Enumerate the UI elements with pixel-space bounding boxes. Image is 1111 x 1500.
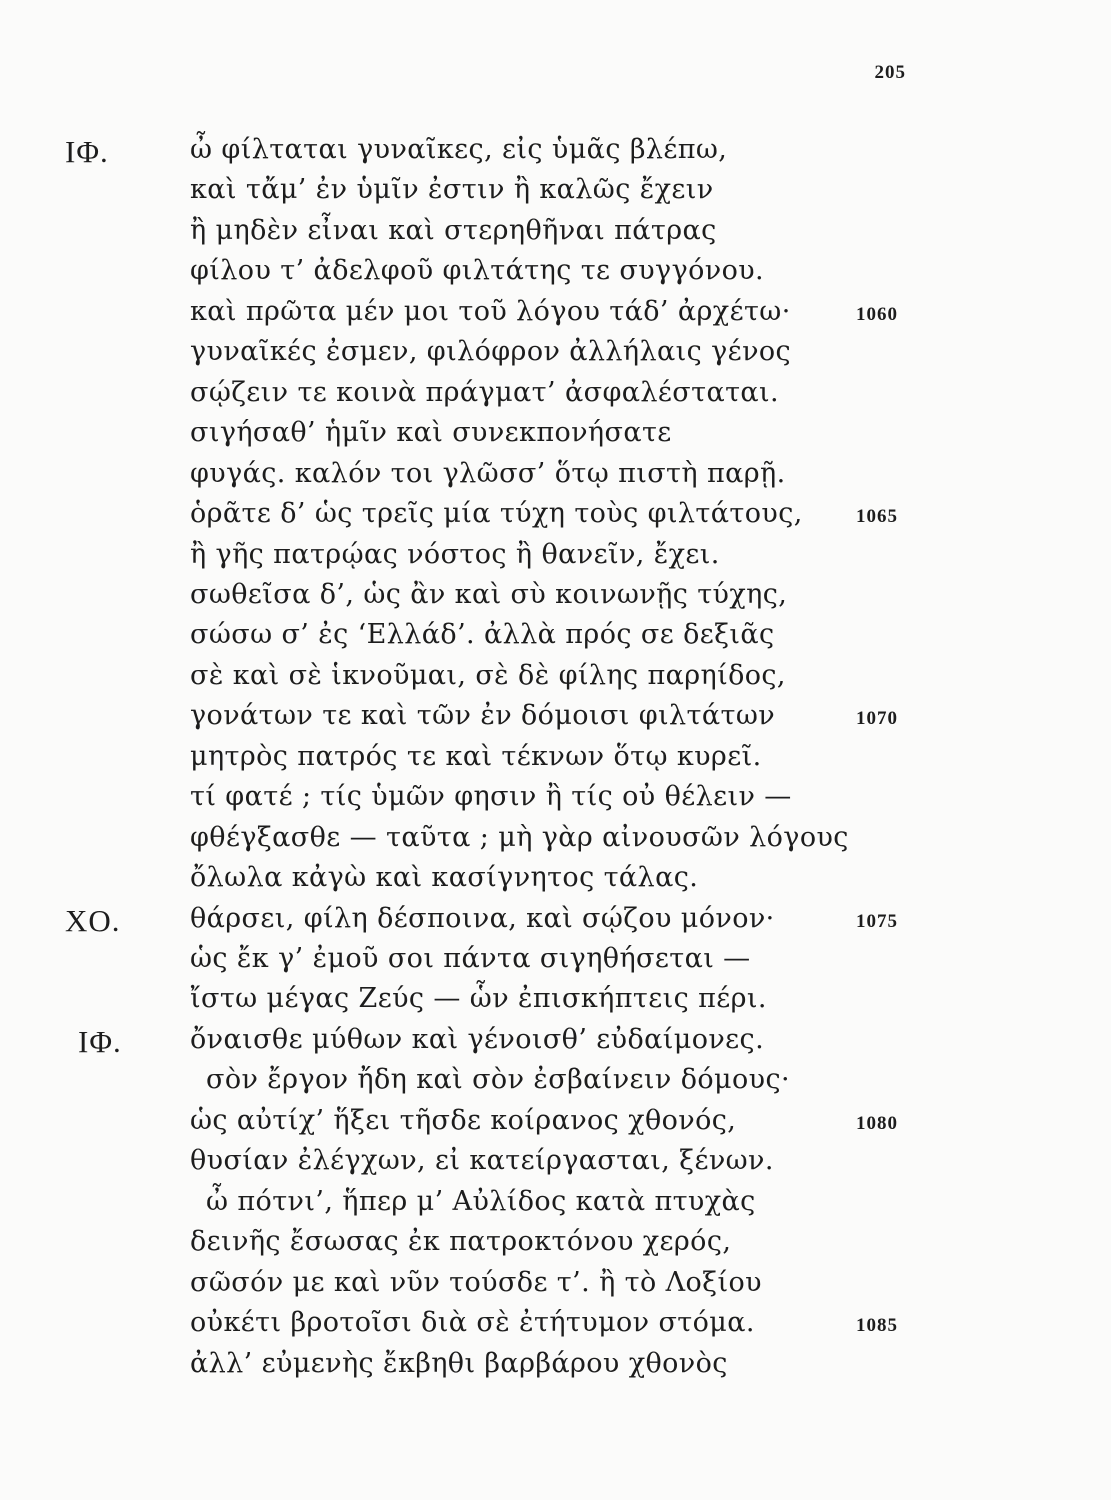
line-number: 1065 xyxy=(856,506,898,528)
line-number: 1070 xyxy=(856,708,898,730)
verse-line xyxy=(0,981,1111,1021)
line-number: 1060 xyxy=(856,303,898,325)
verse-text-line: ὄναισθε μύθων καὶ γένοισθ’ εὐδαίμονες. xyxy=(190,1023,765,1055)
verse-text-line: ἢ γῆς πατρῴας νόστος ἢ θανεῖν, ἔχει. xyxy=(190,538,720,570)
verse-text-line: ὦ πότνι’, ἥπερ μ’ Αὐλίδος κατὰ πτυχὰς xyxy=(206,1185,756,1217)
verse-text-line: γυναῖκές ἐσμεν, φιλόφρον ἀλλήλαις γένος xyxy=(190,336,792,368)
verse-text-line: ὦ φίλταται γυναῖκες, εἰς ὑμᾶς βλέπω, xyxy=(190,134,728,165)
verse-text-line: ἴστω μέγας Ζεύς — ὧν ἐπισκήπτεις πέρι. xyxy=(190,983,767,1015)
verse-text-line: μητρὸς πατρός τε καὶ τέκνων ὅτῳ κυρεῖ. xyxy=(190,740,762,772)
verse-line xyxy=(0,617,1111,657)
verse-line xyxy=(0,253,1111,293)
verse-line xyxy=(0,658,1111,698)
verse-text-line: ὄλωλα κἀγὼ καὶ κασίγνητος τάλας. xyxy=(190,862,699,894)
verse-text-line: φίλου τ’ ἀδελφοῦ φιλτάτης τε συγγόνου. xyxy=(190,255,765,287)
verse-text-line: οὐκέτι βροτοῖσι διὰ σὲ ἐτήτυμον στόμα. xyxy=(190,1307,755,1339)
verse-line xyxy=(0,1103,1111,1143)
verse-text-line: θάρσει, φίλη δέσποινα, καὶ σῴζου μόνον· xyxy=(190,902,775,934)
verse-text-line: καὶ τἄμ’ ἐν ὑμῖν ἐστιν ἢ καλῶς ἔχειν xyxy=(190,174,714,206)
verse-text-line: σωθεῖσα δ’, ὡς ἂν καὶ σὺ κοινωνῇς τύχης, xyxy=(190,578,788,610)
verse-text-line: γονάτων τε καὶ τῶν ἐν δόμοισι φιλτάτων xyxy=(190,700,776,732)
verse-line xyxy=(0,698,1111,738)
verse-text-line: ἀλλ’ εὐμενὴς ἔκβηθι βαρβάρου χθονὸς xyxy=(190,1347,728,1379)
verse-text-line: δεινῆς ἔσωσας ἐκ πατροκτόνου χερός, xyxy=(190,1226,732,1258)
verse-line xyxy=(0,294,1111,334)
verse-text-line: σώσω σ’ ἐς ‘Ελλάδ’. ἀλλὰ πρός σε δεξιᾶς xyxy=(190,619,775,651)
verse-text-line: ἢ μηδὲν εἶναι καὶ στερηθῆναι πάτρας xyxy=(190,214,717,246)
verse-line xyxy=(0,1062,1111,1102)
verse-line xyxy=(0,779,1111,819)
verse-text-line: φυγάς. καλόν τοι γλῶσσ’ ὅτῳ πιστὴ παρῇ. xyxy=(190,457,786,489)
verse-line xyxy=(0,860,1111,900)
verse-text-line: φθέγξασθε — ταῦτα ; μὴ γὰρ αἰνουσῶν λόγους xyxy=(190,821,849,853)
verse-line xyxy=(0,820,1111,860)
verse-line xyxy=(0,941,1111,981)
verse-line xyxy=(0,213,1111,253)
verse-line xyxy=(0,901,1111,941)
verse-text-line: σὲ καὶ σὲ ἱκνοῦμαι, σὲ δὲ φίλης παρηίδος, xyxy=(190,659,786,691)
verse-text-line: σῴζειν τε κοινὰ πράγματ’ ἀσφαλέσταται. xyxy=(190,376,780,408)
verse-text-line: καὶ πρῶτα μέν μοι τοῦ λόγου τάδ’ ἀρχέτω· xyxy=(190,295,791,327)
verse-line xyxy=(0,577,1111,617)
speaker-label: ΙΦ. xyxy=(65,134,109,169)
verse-line xyxy=(0,1346,1111,1386)
verse-line xyxy=(0,415,1111,455)
page-number: 205 xyxy=(874,62,906,83)
verse-text-line: ὡς αὐτίχ’ ἥξει τῆσδε κοίρανος χθονός, xyxy=(190,1104,737,1136)
verse-line xyxy=(0,537,1111,577)
verse-line xyxy=(0,496,1111,536)
line-number: 1085 xyxy=(856,1315,898,1337)
verse-text-line: τί φατέ ; τίς ὑμῶν φησιν ἢ τίς οὐ θέλειν — xyxy=(190,781,792,813)
verse-line xyxy=(0,1022,1111,1062)
verse-line xyxy=(0,132,1111,172)
verse-line xyxy=(0,1265,1111,1305)
verse-text-line: ὡς ἔκ γ’ ἐμοῦ σοι πάντα σιγηθήσεται — xyxy=(190,943,751,974)
verse-line xyxy=(0,334,1111,374)
verse-line xyxy=(0,375,1111,415)
verse-line xyxy=(0,456,1111,496)
verse-line xyxy=(0,1184,1111,1224)
speaker-label: ΧΟ. xyxy=(65,902,121,938)
verse-text-line: ὁρᾶτε δ’ ὡς τρεῖς μία τύχη τοὺς φιλτάτους, xyxy=(190,498,803,530)
speaker-label: ΙΦ. xyxy=(78,1023,122,1059)
line-number: 1080 xyxy=(856,1112,898,1134)
verse-text-line: σιγήσαθ’ ἡμῖν καὶ συνεκπονήσατε xyxy=(190,417,672,449)
verse-text-line: θυσίαν ἐλέγχων, εἰ κατείργασται, ξένων. xyxy=(190,1145,774,1177)
verse-line xyxy=(0,172,1111,212)
verse-line xyxy=(0,1224,1111,1264)
verse-line xyxy=(0,1143,1111,1183)
verse-text-line: σῶσόν με καὶ νῦν τούσδε τ’. ἢ τὸ Λοξίου xyxy=(190,1266,762,1298)
verse-text-line: σὸν ἔργον ἤδη καὶ σὸν ἐσβαίνειν δόμους· xyxy=(206,1064,790,1096)
line-number: 1075 xyxy=(856,910,898,932)
verse-line xyxy=(0,1305,1111,1345)
verse-line xyxy=(0,739,1111,779)
